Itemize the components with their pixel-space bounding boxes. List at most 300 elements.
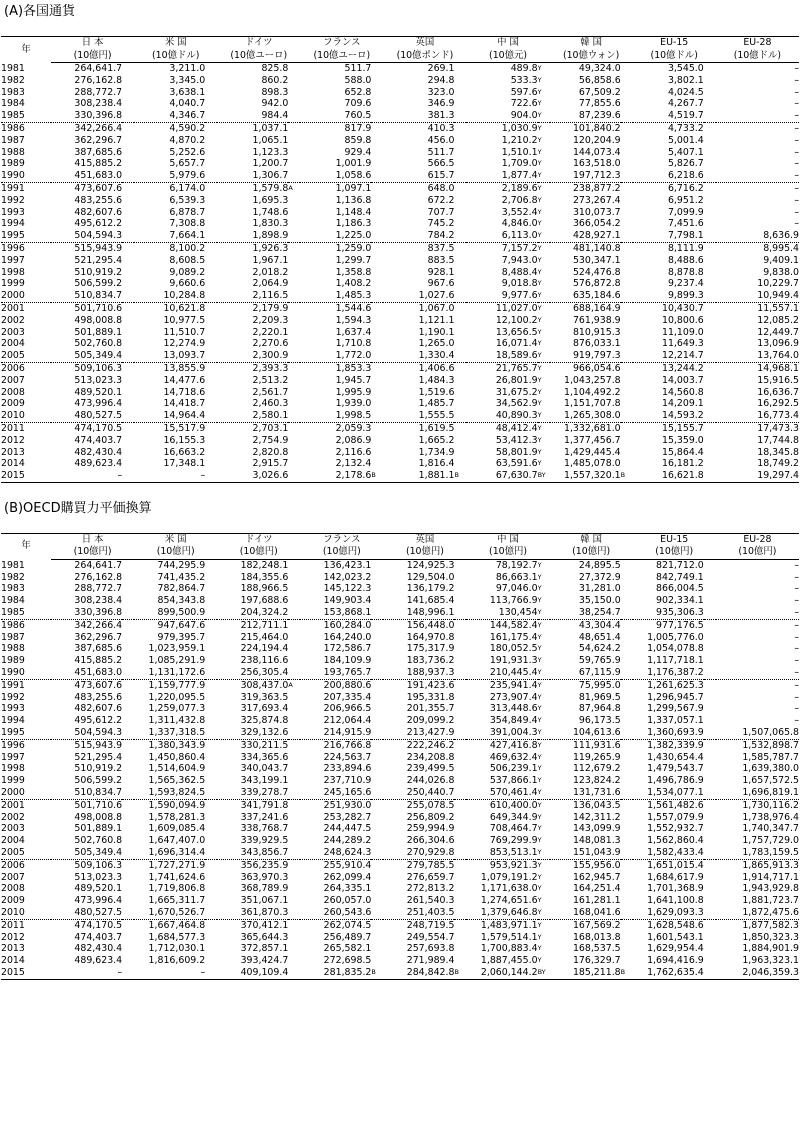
value-cell: 929.4 (344, 146, 372, 158)
table-row (1, 302, 799, 314)
footnote-flag (371, 75, 383, 87)
year-cell: 1998 (1, 763, 25, 775)
table-row (1, 775, 799, 787)
value-cell: 1,265,308.0 (550, 410, 621, 422)
footnote-flag (621, 315, 633, 327)
value-cell: 270,929.8 (383, 847, 454, 859)
column-header-unit: (10億円) (633, 546, 716, 559)
value-cell: 415,885.2 (74, 158, 123, 170)
value-cell: 13,656.5 (495, 326, 538, 338)
footnote-flag (122, 715, 134, 727)
footnote-flag: Y (537, 447, 542, 456)
footnote-flag: B (371, 967, 383, 979)
footnote-flag: Y (537, 560, 542, 569)
footnote-flag (704, 692, 716, 704)
footnote-flag (371, 195, 383, 207)
footnote-flag (205, 812, 217, 824)
footnote-flag (371, 375, 383, 387)
footnote-flag (704, 278, 716, 290)
footnote-flag (371, 207, 383, 219)
footnote-flag (371, 98, 383, 110)
value-cell: 153,868.1 (300, 607, 371, 619)
year-cell: 2010 (1, 410, 51, 422)
footnote-flag: B (621, 470, 633, 482)
year-cell: 2002 (1, 314, 25, 326)
value-cell: 935,306.3 (633, 607, 704, 619)
table-row (1, 218, 799, 230)
footnote-flag (205, 75, 217, 87)
table-row (1, 763, 799, 775)
footnote-flag (704, 255, 716, 267)
footnote-flag (704, 919, 716, 931)
value-cell: 340,043.7 (240, 763, 289, 775)
value-cell: 1,730,116.2 (742, 799, 799, 811)
footnote-flag (704, 787, 716, 799)
value-cell: 854,343.8 (157, 595, 206, 607)
value-cell: 473,607.6 (74, 679, 123, 691)
table-row (1, 859, 799, 871)
value-cell: 206,966.5 (323, 703, 372, 715)
table-row (1, 955, 799, 967)
value-cell: 18,589.6 (466, 350, 537, 362)
footnote-flag (122, 242, 134, 254)
value-cell: 501,889.1 (74, 823, 123, 835)
value-cell: 513,023.3 (74, 871, 123, 883)
footnote-flag (704, 775, 716, 787)
value-cell: 1,748.6 (252, 206, 289, 218)
table-row (1, 63, 799, 75)
footnote-flag (122, 195, 134, 207)
value-cell: 119,265.9 (572, 751, 621, 763)
footnote-flag (454, 458, 466, 470)
value-cell: 1,637.4 (335, 326, 372, 338)
value-cell: 510,834.7 (51, 787, 122, 799)
year-cell: 1990 (1, 667, 51, 679)
value-cell: 14,209.1 (662, 398, 704, 410)
column-header-unit: (10億円) (466, 546, 549, 559)
column-header-unit: (10億円) (217, 546, 300, 559)
footnote-flag (704, 98, 716, 110)
value-cell: 1,943,929.8 (742, 883, 799, 895)
value-cell: 144,073.4 (572, 146, 621, 158)
value-cell: 817.9 (344, 122, 372, 134)
footnote-flag (621, 643, 633, 655)
value-cell: 1,079,191.2 (480, 871, 538, 883)
value-cell: 876,033.1 (572, 338, 621, 350)
footnote-flag (288, 895, 300, 907)
value-cell: 866,004.5 (656, 583, 704, 595)
value-cell: – (794, 619, 799, 631)
table-row (1, 607, 799, 619)
value-cell: 308,238.4 (74, 98, 123, 110)
footnote-flag (371, 158, 383, 170)
value-cell: 1,783,159.5 (716, 847, 799, 859)
footnote-flag (704, 872, 716, 884)
footnote-flag: Y (537, 872, 542, 881)
footnote-flag (704, 422, 716, 434)
year-cell: 1997 (1, 751, 25, 763)
value-cell: 509,106.3 (74, 362, 123, 374)
footnote-flag (288, 398, 300, 410)
footnote-flag (371, 398, 383, 410)
value-cell: 56,858.6 (578, 74, 621, 86)
value-cell: 506,599.2 (74, 278, 123, 290)
footnote-flag (704, 387, 716, 399)
table-row (1, 278, 799, 290)
footnote-flag (205, 255, 217, 267)
value-cell: 330,396.8 (51, 607, 122, 619)
value-cell: 342,266.4 (74, 122, 123, 134)
footnote-flag (288, 859, 300, 871)
year-cell: 1985 (1, 607, 51, 619)
year-cell: 2008 (1, 883, 25, 895)
footnote-flag (704, 242, 716, 254)
footnote-flag (621, 410, 633, 422)
value-cell: 6,218.6 (633, 170, 704, 182)
footnote-flag: Y (537, 620, 542, 629)
value-cell: 387,685.6 (74, 643, 123, 655)
value-cell: 1,639,380.0 (742, 763, 799, 775)
value-cell: 271,989.4 (406, 955, 455, 967)
value-cell: 67,630.7 (466, 470, 537, 482)
footnote-flag (371, 787, 383, 799)
value-cell: – (794, 194, 799, 206)
value-cell: 10,430.7 (662, 302, 704, 314)
value-cell: 13,764.0 (716, 350, 799, 362)
footnote-flag (704, 447, 716, 459)
footnote-flag: Y (537, 860, 542, 869)
footnote-flag (122, 63, 134, 75)
value-cell: 207,335.4 (323, 691, 372, 703)
value-cell: 323.0 (427, 86, 455, 98)
footnote-flag (371, 422, 383, 434)
table-row (1, 242, 799, 254)
footnote-flag (288, 278, 300, 290)
column-header-name: 英国 (415, 37, 435, 48)
value-cell: 19,297.4 (716, 470, 799, 482)
footnote-flag (454, 110, 466, 122)
footnote-flag (205, 715, 217, 727)
footnote-flag (454, 375, 466, 387)
value-cell: 1,380,343.9 (148, 739, 206, 751)
value-cell: 164,251.4 (572, 883, 621, 895)
footnote-flag: B (454, 967, 466, 979)
footnote-flag (288, 692, 300, 704)
footnote-flag (454, 447, 466, 459)
footnote-flag (205, 823, 217, 835)
footnote-flag (704, 75, 716, 87)
table-row (1, 967, 799, 979)
value-cell: 649,344.9 (489, 811, 538, 823)
value-cell: 1,225.0 (300, 230, 371, 242)
year-cell: 1987 (1, 134, 25, 146)
table-row (1, 932, 799, 944)
footnote-flag (288, 643, 300, 655)
year-cell: 1983 (1, 583, 25, 595)
footnote-flag (205, 447, 217, 459)
value-cell: 9,089.2 (169, 266, 206, 278)
table-row (1, 787, 799, 799)
footnote-flag (371, 727, 383, 739)
value-cell: 183,736.2 (406, 655, 455, 667)
value-cell: 16,071.4 (495, 338, 538, 350)
value-cell: 1,485,078.0 (563, 458, 621, 470)
footnote-flag (704, 267, 716, 279)
footnote-flag (371, 763, 383, 775)
value-cell: 1,148.4 (335, 206, 372, 218)
table-row (1, 799, 799, 811)
footnote-flag (621, 447, 633, 459)
value-cell: 489,623.4 (74, 955, 123, 967)
value-cell: 1,186.3 (335, 218, 372, 230)
value-cell: 1,519.6 (418, 386, 455, 398)
footnote-flag (704, 895, 716, 907)
value-cell: 248,624.3 (300, 847, 371, 859)
footnote-flag: Y (537, 884, 542, 893)
value-cell: 24,895.5 (578, 559, 621, 571)
value-cell: 123,824.2 (572, 775, 621, 787)
value-cell: 5,979.6 (134, 170, 205, 182)
footnote-flag (122, 278, 134, 290)
footnote-flag (122, 75, 134, 87)
value-cell: 237,710.9 (323, 775, 372, 787)
value-cell: 707.7 (427, 206, 455, 218)
value-cell: 722.6 (510, 98, 538, 110)
value-cell: 167,569.2 (572, 919, 621, 931)
value-cell: 9,838.0 (763, 266, 799, 278)
value-cell: 210,445.4 (466, 667, 537, 679)
value-cell: 31,675.2 (495, 386, 538, 398)
footnote-flag (704, 679, 716, 691)
table-row (1, 158, 799, 170)
value-cell: 124,925.3 (406, 559, 455, 571)
value-cell: 483,255.6 (74, 691, 123, 703)
value-cell: 1,578,281.3 (148, 811, 206, 823)
value-cell: 5,252.6 (169, 146, 206, 158)
table-row (1, 170, 799, 182)
value-cell: 1,738,976.4 (742, 811, 799, 823)
footnote-flag (122, 302, 134, 314)
footnote-flag (371, 135, 383, 147)
footnote-flag (621, 872, 633, 884)
footnote-flag (205, 932, 217, 944)
value-cell: 54,624.2 (578, 643, 621, 655)
year-cell: 1996 (1, 242, 25, 254)
footnote-flag (371, 943, 383, 955)
footnote-flag (371, 230, 383, 242)
value-cell: 14,003.7 (662, 374, 704, 386)
table-row (1, 847, 799, 859)
footnote-flag (371, 835, 383, 847)
footnote-flag (704, 812, 716, 824)
value-cell: 14,718.6 (163, 386, 206, 398)
footnote-flag (704, 182, 716, 194)
footnote-flag: Y (537, 824, 542, 833)
value-cell: 4,024.5 (667, 86, 704, 98)
footnote-flag: Y (538, 290, 550, 302)
footnote-flag (371, 182, 383, 194)
footnote-flag (288, 655, 300, 667)
value-cell: 1,485.3 (300, 290, 371, 302)
value-cell: 1,479,543.7 (647, 763, 704, 775)
footnote-flag (288, 75, 300, 87)
footnote-flag (454, 883, 466, 895)
year-cell: 1987 (1, 631, 25, 643)
value-cell: 155,956.0 (572, 859, 621, 871)
value-cell: 1,712,030.1 (148, 943, 206, 955)
footnote-flag (205, 242, 217, 254)
table-row (1, 338, 799, 350)
value-cell: 1,265.0 (418, 338, 455, 350)
table-row (1, 122, 799, 134)
value-cell: 1,740,347.7 (742, 823, 799, 835)
value-cell: 1,561,482.6 (647, 799, 704, 811)
value-cell: – (794, 98, 799, 110)
year-cell: 2012 (1, 931, 25, 943)
year-cell: 2007 (1, 871, 25, 883)
footnote-flag: Y (537, 399, 542, 408)
footnote-flag (621, 302, 633, 314)
footnote-flag (288, 350, 300, 362)
footnote-flag (371, 823, 383, 835)
value-cell: 195,331.8 (406, 691, 455, 703)
value-cell: 1,332,681.0 (563, 422, 621, 434)
value-cell: 509,106.3 (74, 859, 123, 871)
footnote-flag (205, 619, 217, 631)
value-cell: 409,109.4 (217, 967, 288, 979)
value-cell: 14,964.4 (134, 410, 205, 422)
value-cell: 489,623.4 (74, 458, 123, 470)
value-cell: 1,884,901.9 (742, 943, 799, 955)
value-cell: 1,485.7 (418, 398, 455, 410)
table-row (1, 470, 799, 482)
footnote-flag (205, 895, 217, 907)
year-header: 年 (21, 43, 31, 55)
value-cell: 1,914,717.1 (742, 871, 799, 883)
value-cell: 1,552,932.7 (647, 823, 704, 835)
footnote-flag (122, 410, 134, 422)
footnote-flag (122, 919, 134, 931)
value-cell: 15,517.9 (163, 422, 206, 434)
table-row (1, 595, 799, 607)
value-cell: 7,451.6 (667, 218, 704, 230)
value-cell: 67,115.9 (550, 667, 621, 679)
value-cell: 1,684,617.9 (647, 871, 704, 883)
footnote-flag (122, 290, 134, 302)
footnote-flag (371, 302, 383, 314)
year-cell: 1989 (1, 655, 25, 667)
value-cell: 381.3 (383, 110, 454, 122)
value-cell: 288,772.7 (74, 86, 123, 98)
value-cell: 10,229.7 (757, 278, 799, 290)
footnote-flag (704, 859, 716, 871)
footnote-flag (288, 907, 300, 919)
value-cell: 58,801.9 (495, 446, 538, 458)
footnote-flag (621, 715, 633, 727)
footnote-flag: Y (537, 135, 542, 144)
year-cell: 1999 (1, 775, 25, 787)
value-cell: 533.3 (510, 74, 538, 86)
value-cell: 1,261,625.3 (647, 679, 704, 691)
table-row (1, 435, 799, 447)
footnote-flag (621, 847, 633, 859)
value-cell: 264,335.1 (323, 883, 372, 895)
footnote-flag: Y (537, 435, 542, 444)
value-cell: 513,023.3 (74, 374, 123, 386)
footnote-flag (704, 955, 716, 967)
footnote-flag (288, 799, 300, 811)
footnote-flag (621, 727, 633, 739)
value-cell: 10,284.8 (134, 290, 205, 302)
value-cell: 11,649.3 (662, 338, 704, 350)
value-cell: 136,423.1 (323, 559, 372, 571)
footnote-flag (205, 147, 217, 159)
value-cell: 1,555.5 (383, 410, 454, 422)
footnote-flag (621, 278, 633, 290)
footnote-flag (205, 63, 217, 75)
footnote-flag (288, 410, 300, 422)
value-cell: 1,741,624.6 (148, 871, 206, 883)
footnote-flag (288, 447, 300, 459)
value-cell: 7,664.1 (134, 230, 205, 242)
footnote-flag: Y (537, 64, 542, 72)
footnote-flag (288, 667, 300, 679)
footnote-flag (122, 218, 134, 230)
footnote-flag (122, 932, 134, 944)
value-cell: 251,930.0 (323, 799, 372, 811)
value-cell: 164,240.0 (323, 631, 372, 643)
value-cell: 2,580.1 (217, 410, 288, 422)
footnote-flag (454, 98, 466, 110)
value-cell: 337,241.6 (240, 811, 289, 823)
footnote-flag: Y (537, 363, 542, 372)
footnote-flag (205, 632, 217, 644)
footnote-flag (205, 703, 217, 715)
value-cell: 1,532,898.7 (742, 739, 799, 751)
value-cell: 15,864.4 (662, 446, 704, 458)
footnote-flag (621, 147, 633, 159)
footnote-flag (122, 727, 134, 739)
footnote-flag (288, 967, 300, 979)
footnote-flag (122, 559, 134, 571)
year-cell: 1993 (1, 206, 25, 218)
footnote-flag: Y (537, 896, 542, 905)
value-cell: 16,636.7 (757, 386, 799, 398)
footnote-flag (454, 632, 466, 644)
footnote-flag (621, 375, 633, 387)
value-cell: 346.9 (427, 98, 455, 110)
value-cell: 260,543.6 (300, 907, 371, 919)
footnote-flag (621, 387, 633, 399)
value-cell: 966,054.6 (572, 362, 621, 374)
value-cell: 859.8 (344, 134, 372, 146)
value-cell: 741,435.2 (157, 571, 206, 583)
value-cell: 1,085,291.9 (148, 655, 206, 667)
footnote-flag (454, 422, 466, 434)
value-cell: 1,695.3 (252, 194, 289, 206)
value-cell: 1,337,318.5 (134, 727, 205, 739)
value-cell: 361,870.3 (217, 907, 288, 919)
value-cell: 5,826.7 (667, 158, 704, 170)
value-cell: – (794, 218, 799, 230)
footnote-flag: Y (537, 303, 542, 312)
footnote-flag (288, 812, 300, 824)
footnote-flag: Y (538, 230, 550, 242)
value-cell: 27,372.9 (578, 571, 621, 583)
value-cell: 334,365.6 (240, 751, 289, 763)
value-cell: 294.8 (427, 74, 455, 86)
value-cell: 2,059.3 (335, 422, 372, 434)
